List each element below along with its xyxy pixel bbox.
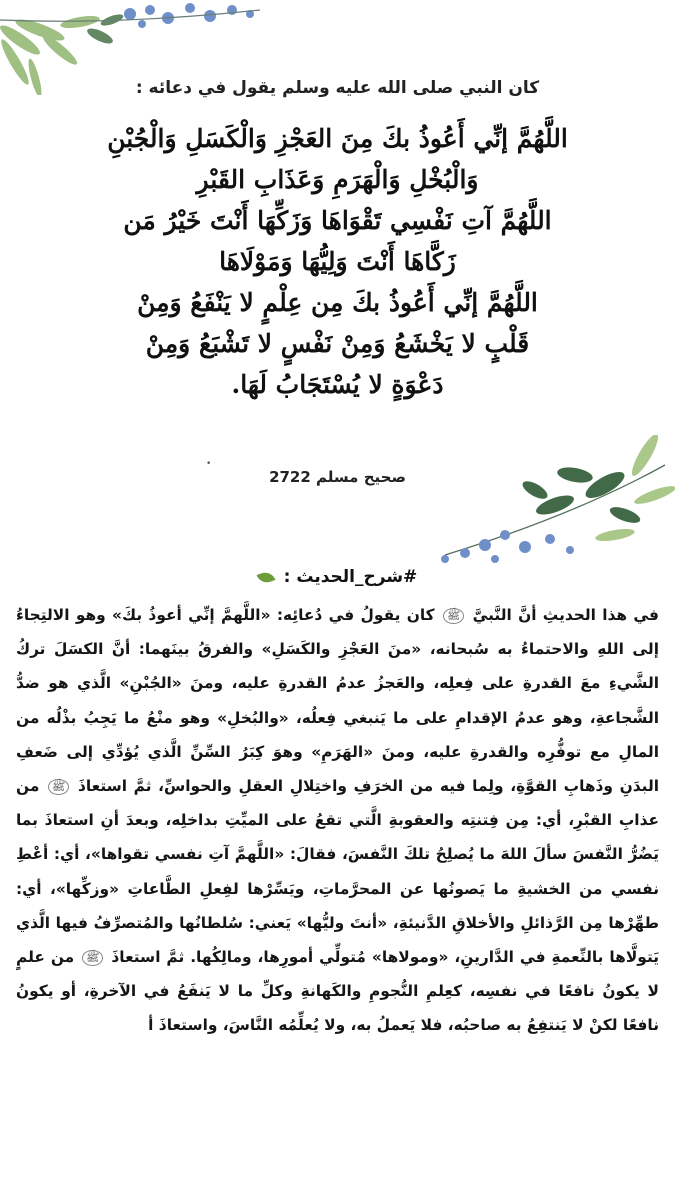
section-heading-text: #شرح_الحديث :: [283, 567, 418, 587]
leaf-icon: [256, 569, 275, 585]
dua-line: وَالْبُخْلِ وَالْهَرَمِ وَعَذَابِ القَبْرِ: [196, 165, 479, 194]
salawat-symbol: ﷺ: [82, 950, 103, 966]
explanation-segment: من عذابِ القبْرِ، أي: مِن فِتنتِه والعقوبةِ الَّتي تقعُ على الميِّتِ بداخلِه، وبعدَ أنِ استعاذَ بما يَضُرُّ النَّفسَ سألَ اللهَ ما يُصلِحُ تلكَ النَّفسَ، فقالَ: «اللَّهمَّ آتِ نفسي تقواها»، أي: أعْطِ نفسي من الخشيةِ ما يَصونُها عن المحرَّماتِ، ويَسِّرْها لفِعلِ الطَّاعاتِ «وزكِّها»، أي: طهِّرْها مِن الرَّذائلِ والأخلاقِ الدَّنيئةِ، «أنتَ وليُّها» يَعني: سُلطانُها والمُتصرِّفُ فيها الَّذي يَتولَّاها بالنِّعمةِ في الدَّارينِ، «ومولاها» مُتولِّي أمورِها، ومالِكُها. ثمَّ استعاذَ: [16, 777, 659, 967]
explanation-segment: كان يقولُ في دُعائِه: «اللَّهمَّ إنِّي أعوذُ بكَ» وهو الالتِجاءُ إلى اللهِ والاحتماءُ به سُبحانه، «منَ العَجْزِ والكَسَلِ» والفرقُ بينَهما: أنَّ الكسَلَ تركُ الشَّيءِ معَ القدرةِ على فِعلِه، والعَجزُ عدمُ القدرةِ عليه، ومنَ «الجُبْنِ» الَّذي هو ضدُّ الشَّجاعةِ، وهو عدمُ الإقدامِ على ما يَنبغي فِعلُه، «والبُخلِ» وهو منْعُ ما يَجِبُ بذْلُه من المالِ مع توفُّرِه والقدرةِ عليه، ومنَ «الهَرَمِ» وهوَ كِبَرُ السِّنِّ الَّذي يُؤدِّي إلى ضَعفِ البدَنِ وذَهابِ القوَّةِ، ولِما فيه من الخرَفِ واختِلالِ العقلِ والحواسِّ، ثمَّ استعاذَ: [16, 606, 659, 796]
hadith-source: صحيح مسلم 2722: [269, 468, 406, 486]
dua-text: [18, 118, 657, 405]
salawat-symbol: ﷺ: [48, 779, 69, 795]
dua-line: قَلْبٍ لا يَخْشَعُ وَمِنْ نَفْسٍ لا تَشْبَعُ وَمِنْ: [145, 329, 530, 358]
explanation-paragraph: [16, 598, 659, 1043]
explanation-segment: في هذا الحديثِ أنَّ النَّبيَّ: [472, 606, 659, 624]
blue-flowers: [124, 3, 254, 28]
decorative-dot: •: [206, 459, 212, 469]
dua-line: زَكَّاهَا أَنْتَ وَلِيُّهَا وَمَوْلَاهَا: [219, 247, 456, 276]
dua-line: اللَّهُمَّ إنِّي أَعُوذُ بكَ مِن عِلْمٍ لا يَنْفَعُ وَمِنْ: [137, 288, 538, 317]
dua-line: اللَّهُمَّ إنِّي أَعُوذُ بكَ مِنَ العَجْزِ وَالْكَسَلِ وَالْجُبْنِ: [107, 124, 568, 153]
blue-flowers: [441, 530, 574, 563]
salawat-symbol: ﷺ: [443, 608, 464, 624]
section-heading: [0, 567, 675, 587]
floral-branch-right: [375, 435, 675, 585]
explanation-segment: من علمٍ لا يكونُ نافعًا في نفسِه، كعِلمِ النُّجومِ والكَهانةِ وكلِّ ما لا يَنفَعُ في الآخرةِ، أو يكونُ نافعًا لكنْ لا يَنتفِعُ به صاحبُه، فلا يَعملُ به، ولا يُعلِّمُه النَّاسَ، واستعاذَ أ: [16, 948, 659, 1035]
dua-line: دَعْوَةٍ لا يُسْتَجَابُ لَهَا.: [231, 370, 444, 399]
dua-line: اللَّهُمَّ آتِ نَفْسِي تَقْوَاهَا وَزَكِّهَا أَنْتَ خَيْرُ مَن: [123, 206, 552, 235]
hadith-explanation: [16, 598, 659, 1193]
intro-line: كان النبي صلى الله عليه وسلم يقول في دعائه :: [135, 78, 540, 98]
